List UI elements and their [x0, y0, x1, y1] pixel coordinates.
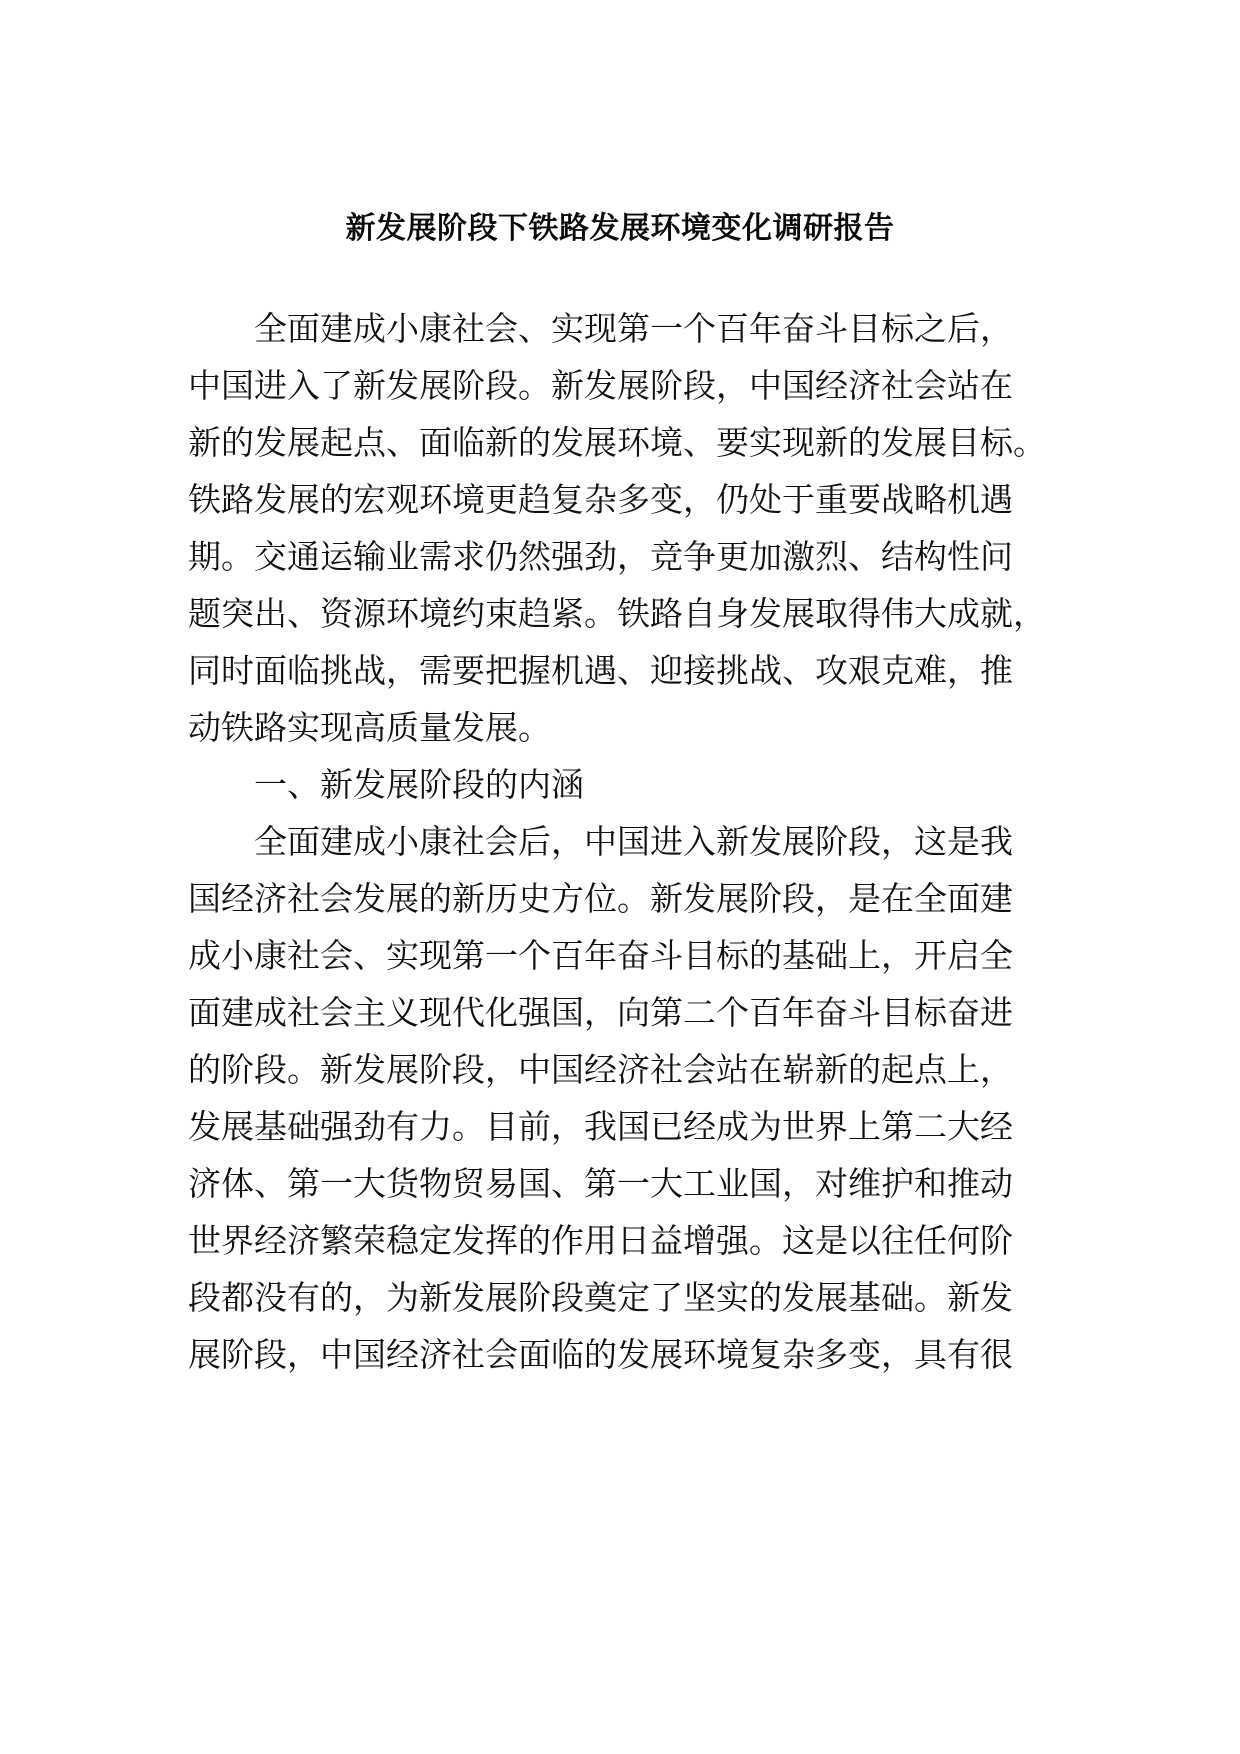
paragraph-line: 发展基础强劲有力。目前，我国已经成为世界上第二大经 [188, 1107, 1013, 1146]
section-heading: 一、新发展阶段的内涵 [254, 765, 584, 804]
paragraph-line: 世界经济繁荣稳定发挥的作用日益增强。这是以往任何阶 [188, 1221, 1013, 1260]
paragraph-line: 国经济社会发展的新历史方位。新发展阶段，是在全面建 [188, 879, 1013, 918]
paragraph-line: 同时面临挑战，需要把握机遇、迎接挑战、攻艰克难，推 [188, 651, 1013, 690]
paragraph-line: 题突出、资源环境约束趋紧。铁路自身发展取得伟大成就， [188, 594, 1046, 633]
paragraph-line: 中国进入了新发展阶段。新发展阶段，中国经济社会站在 [188, 366, 1013, 405]
paragraph-line: 全面建成小康社会后，中国进入新发展阶段，这是我 [254, 822, 1013, 861]
document-title: 新发展阶段下铁路发展环境变化调研报告 [345, 211, 895, 246]
paragraph-line: 面建成社会主义现代化强国，向第二个百年奋斗目标奋进 [188, 993, 1013, 1032]
paragraph-line: 动铁路实现高质量发展。 [188, 708, 551, 747]
paragraph-line: 铁路发展的宏观环境更趋复杂多变，仍处于重要战略机遇 [188, 480, 1013, 519]
paragraph-line: 全面建成小康社会、实现第一个百年奋斗目标之后， [254, 309, 1013, 348]
paragraph-line: 的阶段。新发展阶段，中国经济社会站在崭新的起点上， [188, 1050, 1013, 1089]
paragraph-line: 新的发展起点、面临新的发展环境、要实现新的发展目标。 [188, 423, 1046, 462]
paragraph-line: 期。交通运输业需求仍然强劲，竞争更加激烈、结构性问 [188, 537, 1013, 576]
paragraph-line: 段都没有的，为新发展阶段奠定了坚实的发展基础。新发 [188, 1278, 1013, 1317]
paragraph-line: 济体、第一大货物贸易国、第一大工业国，对维护和推动 [188, 1164, 1013, 1203]
paragraph-line: 成小康社会、实现第一个百年奋斗目标的基础上，开启全 [188, 936, 1013, 975]
paragraph-line: 展阶段，中国经济社会面临的发展环境复杂多变，具有很 [188, 1335, 1013, 1374]
